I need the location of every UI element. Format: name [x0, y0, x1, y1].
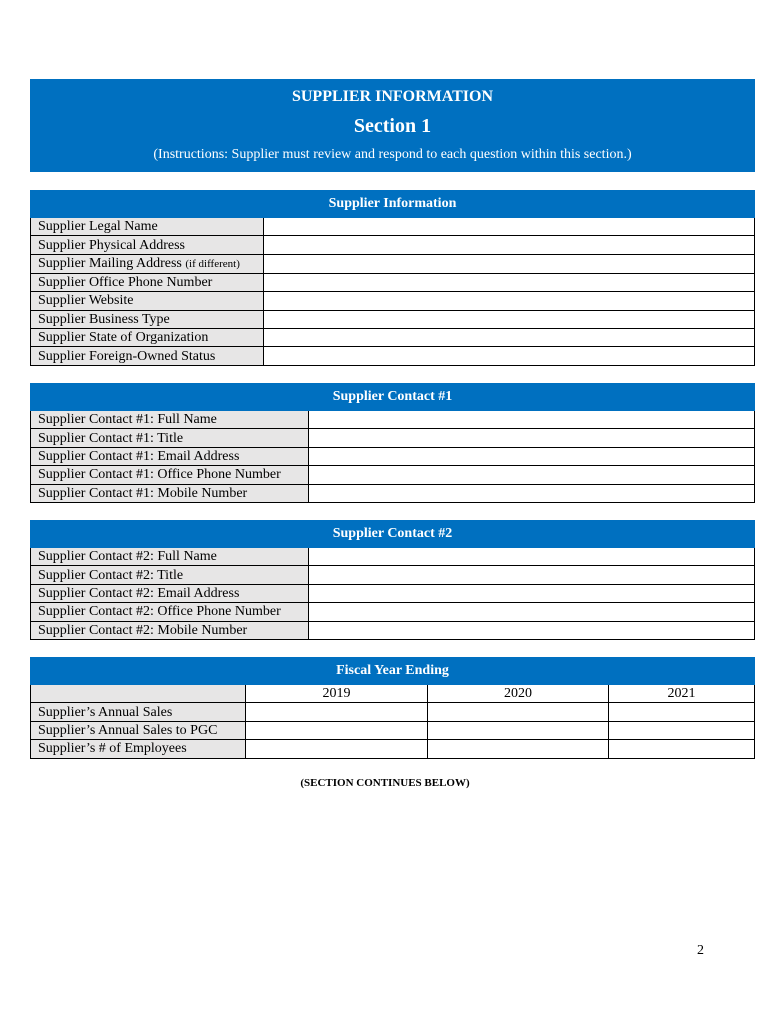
contact-2-title-field[interactable]	[309, 566, 755, 584]
row-label: Supplier’s Annual Sales to PGC	[31, 721, 246, 739]
contact-1-mobile-field[interactable]	[309, 484, 755, 502]
supplier-physical-address-field[interactable]	[264, 236, 755, 254]
table-row	[31, 429, 755, 447]
row-label: Supplier Legal Name	[31, 218, 264, 236]
supplier-contact-2-header: Supplier Contact #2	[31, 521, 755, 548]
mailing-address-label: Supplier Mailing Address	[38, 255, 186, 271]
table-row	[31, 447, 755, 465]
table-row	[31, 548, 755, 566]
table-row	[31, 236, 755, 254]
table-row	[31, 273, 755, 291]
contact-1-title-field[interactable]	[309, 429, 755, 447]
row-label: Supplier’s Annual Sales	[31, 703, 246, 721]
supplier-contact-2-table	[30, 520, 755, 640]
contact-2-email-field[interactable]	[309, 584, 755, 602]
contact-1-office-phone-field[interactable]	[309, 466, 755, 484]
supplier-legal-name-field[interactable]	[264, 218, 755, 236]
table-row	[31, 721, 755, 739]
year-2020: 2020	[428, 685, 609, 703]
row-label: Supplier Contact #2: Full Name	[31, 548, 309, 566]
supplier-office-phone-field[interactable]	[264, 273, 755, 291]
row-label: Supplier Contact #1: Full Name	[31, 411, 309, 429]
contact-2-office-phone-field[interactable]	[309, 603, 755, 621]
employees-2019-field[interactable]	[246, 740, 428, 758]
table-row	[31, 740, 755, 758]
employees-2021-field[interactable]	[609, 740, 755, 758]
annual-sales-2021-field[interactable]	[609, 703, 755, 721]
annual-sales-pgc-2019-field[interactable]	[246, 721, 428, 739]
annual-sales-pgc-2020-field[interactable]	[428, 721, 609, 739]
row-label: Supplier Contact #2: Title	[31, 566, 309, 584]
table-row	[31, 347, 755, 365]
row-label: Supplier Physical Address	[31, 236, 264, 254]
table-row	[31, 310, 755, 328]
row-label: Supplier Contact #2: Email Address	[31, 584, 309, 602]
employees-2020-field[interactable]	[428, 740, 609, 758]
table-row	[31, 566, 755, 584]
row-label	[31, 254, 264, 273]
table-row	[31, 621, 755, 639]
supplier-website-field[interactable]	[264, 292, 755, 310]
table-row	[31, 603, 755, 621]
banner-section: Section 1	[353, 115, 432, 137]
annual-sales-pgc-2021-field[interactable]	[609, 721, 755, 739]
supplier-contact-1-header: Supplier Contact #1	[31, 384, 755, 411]
row-label: Supplier State of Organization	[31, 328, 264, 346]
supplier-contact-1-table	[30, 383, 755, 503]
supplier-business-type-field[interactable]	[264, 310, 755, 328]
row-label: Supplier Contact #1: Title	[31, 429, 309, 447]
page-number: 2	[697, 943, 704, 958]
contact-1-full-name-field[interactable]	[309, 411, 755, 429]
row-label: Supplier Contact #1: Mobile Number	[31, 484, 309, 502]
year-header-row	[31, 685, 755, 703]
table-row	[31, 703, 755, 721]
row-label: Supplier Office Phone Number	[31, 273, 264, 291]
fiscal-year-table	[30, 657, 755, 759]
table-row	[31, 292, 755, 310]
year-2019: 2019	[246, 685, 428, 703]
contact-2-mobile-field[interactable]	[309, 621, 755, 639]
supplier-state-of-organization-field[interactable]	[264, 328, 755, 346]
row-label: Supplier Website	[31, 292, 264, 310]
banner-title: SUPPLIER INFORMATION	[291, 88, 494, 105]
row-label: Supplier’s # of Employees	[31, 740, 246, 758]
annual-sales-2020-field[interactable]	[428, 703, 609, 721]
table-row	[31, 218, 755, 236]
fiscal-year-header: Fiscal Year Ending	[31, 658, 755, 685]
row-label: Supplier Contact #1: Office Phone Number	[31, 466, 309, 484]
row-label: Supplier Contact #1: Email Address	[31, 447, 309, 465]
row-label: Supplier Contact #2: Office Phone Number	[31, 603, 309, 621]
contact-2-full-name-field[interactable]	[309, 548, 755, 566]
table-row	[31, 328, 755, 346]
banner-instructions: (Instructions: Supplier must review and respond to each question within this section.)	[153, 147, 632, 162]
annual-sales-2019-field[interactable]	[246, 703, 428, 721]
supplier-information-header: Supplier Information	[31, 191, 755, 218]
year-header-blank	[31, 685, 246, 703]
contact-1-email-field[interactable]	[309, 447, 755, 465]
supplier-information-table	[30, 190, 755, 366]
row-label: Supplier Business Type	[31, 310, 264, 328]
table-row	[31, 484, 755, 502]
table-row	[31, 466, 755, 484]
if-different-note: (if different)	[185, 257, 240, 270]
table-row	[31, 584, 755, 602]
table-row	[31, 254, 755, 273]
row-label: Supplier Contact #2: Mobile Number	[31, 621, 309, 639]
supplier-mailing-address-field[interactable]	[264, 254, 755, 273]
supplier-foreign-owned-status-field[interactable]	[264, 347, 755, 365]
year-2021: 2021	[609, 685, 755, 703]
section-continues-note: (SECTION CONTINUES BELOW)	[300, 777, 470, 789]
row-label: Supplier Foreign-Owned Status	[31, 347, 264, 365]
table-row	[31, 411, 755, 429]
section-banner	[30, 79, 755, 172]
